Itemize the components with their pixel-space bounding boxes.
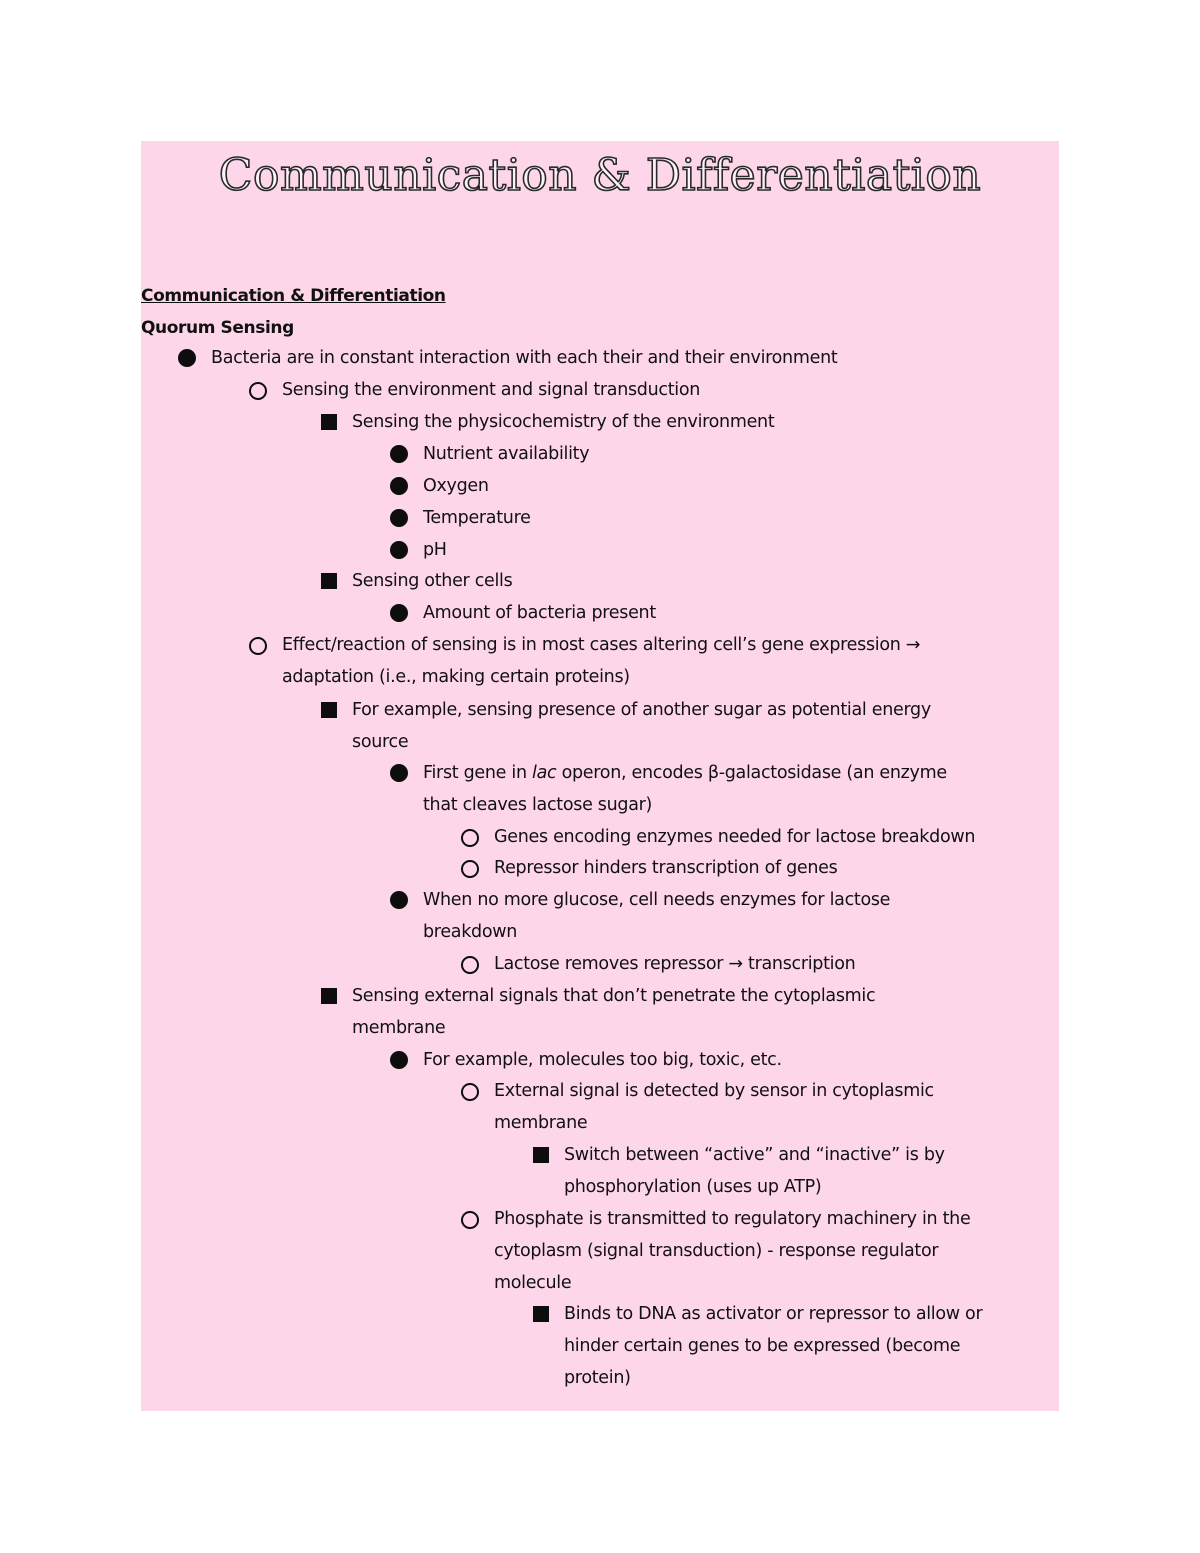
hollow-circle-bullet-icon (461, 956, 479, 974)
square-bullet-icon (321, 414, 337, 430)
item-text: Effect/reaction of sensing is in most cases altering cell’s gene expression → (282, 635, 921, 655)
hollow-circle-bullet-icon (461, 860, 479, 878)
item-text: phosphorylation (uses up ATP) (564, 1177, 822, 1197)
outline-item (423, 884, 890, 948)
item-text: membrane (352, 1018, 446, 1038)
outline-item (352, 406, 774, 438)
outline-item (282, 374, 700, 406)
square-bullet-icon (533, 1147, 549, 1163)
item-text: adaptation (i.e., making certain proteins) (282, 667, 630, 687)
item-text: Sensing other cells (352, 571, 513, 591)
filled-circle-bullet-icon (390, 445, 408, 463)
outline-item (564, 1139, 945, 1203)
item-text: hinder certain genes to be expressed (become (564, 1336, 961, 1356)
item-text: molecule (494, 1273, 572, 1293)
outline-item (494, 852, 837, 884)
outline-item (352, 565, 512, 597)
square-bullet-icon (321, 988, 337, 1004)
item-text: When no more glucose, cell needs enzymes for lactose (423, 890, 891, 910)
filled-circle-bullet-icon (390, 1051, 408, 1069)
item-text: External signal is detected by sensor in cytoplasmic (494, 1081, 934, 1101)
item-text: Sensing external signals that don’t penetrate the cytoplasmic (352, 986, 876, 1006)
item-text: protein) (564, 1368, 631, 1388)
item-text: Oxygen (423, 476, 489, 496)
item-text: pH (423, 540, 447, 560)
filled-circle-bullet-icon (390, 891, 408, 909)
item-text: For example, molecules too big, toxic, etc. (423, 1050, 782, 1070)
outline-item (423, 470, 489, 502)
item-text: Repressor hinders transcription of genes (494, 858, 838, 878)
outline-item (494, 948, 855, 980)
item-text: Switch between “active” and “inactive” is by (564, 1145, 945, 1165)
item-text: breakdown (423, 922, 518, 942)
section-heading: Communication & Differentiation (141, 286, 446, 306)
outline-item (423, 1044, 782, 1076)
item-text: First gene in lac operon, encodes β-galactosidase (an enzyme (423, 763, 947, 783)
item-text: Temperature (423, 508, 531, 528)
item-text: membrane (494, 1113, 588, 1133)
outline-item (352, 694, 931, 758)
filled-circle-bullet-icon (390, 604, 408, 622)
item-text: Sensing the environment and signal transduction (282, 380, 701, 400)
item-text: Bacteria are in constant interaction with each their and their environment (211, 348, 838, 368)
item-text: that cleaves lactose sugar) (423, 795, 653, 815)
hollow-circle-bullet-icon (249, 382, 267, 400)
outline-item (423, 757, 947, 821)
filled-circle-bullet-icon (390, 477, 408, 495)
filled-circle-bullet-icon (390, 509, 408, 527)
hollow-circle-bullet-icon (249, 637, 267, 655)
outline-item (211, 342, 837, 374)
item-text: Lactose removes repressor → transcription (494, 954, 856, 974)
document-title: Communication & Differentiation (218, 150, 982, 201)
outline-item (423, 438, 589, 470)
item-text: Sensing the physicochemistry of the environment (352, 412, 775, 432)
filled-circle-bullet-icon (390, 764, 408, 782)
outline-item (564, 1298, 982, 1394)
square-bullet-icon (321, 702, 337, 718)
outline-item (494, 1075, 934, 1139)
outline-item (423, 502, 531, 534)
item-text: Amount of bacteria present (423, 603, 656, 623)
outline-item (494, 821, 975, 853)
outline-item (282, 629, 920, 693)
hollow-circle-bullet-icon (461, 1083, 479, 1101)
square-bullet-icon (321, 573, 337, 589)
outline-item (423, 597, 656, 629)
item-text: Phosphate is transmitted to regulatory machinery in the (494, 1209, 971, 1229)
item-text: For example, sensing presence of another sugar as potential energy (352, 700, 931, 720)
item-text: Nutrient availability (423, 444, 590, 464)
subsection-heading: Quorum Sensing (141, 318, 294, 338)
outline-item (494, 1203, 970, 1299)
item-text: source (352, 732, 409, 752)
filled-circle-bullet-icon (178, 349, 196, 367)
item-text: Binds to DNA as activator or repressor to allow or (564, 1304, 983, 1324)
outline-item (352, 980, 875, 1044)
hollow-circle-bullet-icon (461, 1211, 479, 1229)
item-text: cytoplasm (signal transduction) - response regulator (494, 1241, 939, 1261)
item-text: Genes encoding enzymes needed for lactose breakdown (494, 827, 976, 847)
filled-circle-bullet-icon (390, 541, 408, 559)
outline-item (423, 534, 447, 566)
hollow-circle-bullet-icon (461, 829, 479, 847)
square-bullet-icon (533, 1306, 549, 1322)
